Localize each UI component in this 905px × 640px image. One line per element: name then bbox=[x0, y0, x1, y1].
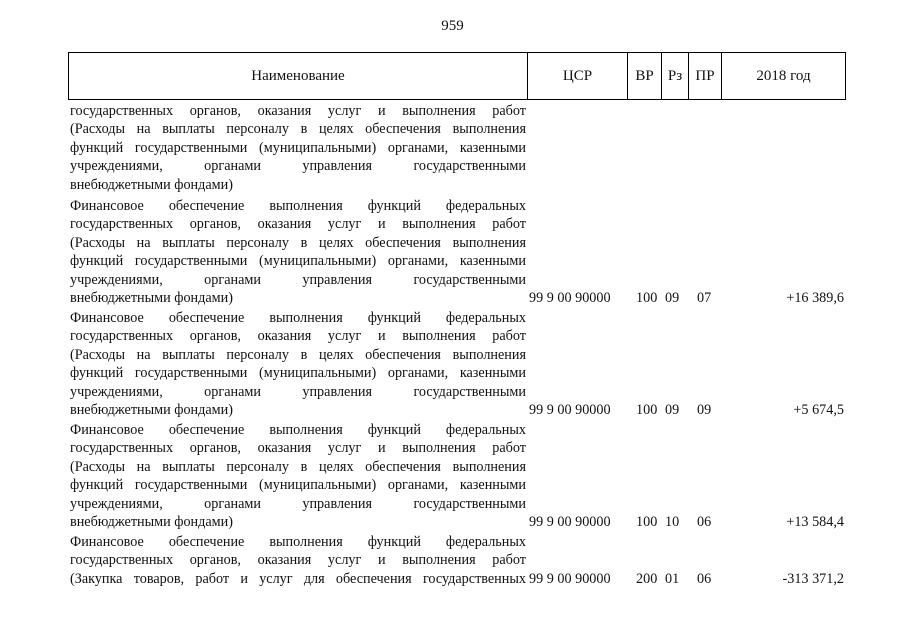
header-name: Наименование bbox=[69, 53, 528, 99]
description-line: учреждениями, органами управления государственными bbox=[70, 383, 526, 400]
row-description bbox=[70, 533, 526, 588]
description-line: государственных органов, оказания услуг и выполнения работ bbox=[70, 552, 526, 569]
row-rz: 01 bbox=[665, 570, 680, 587]
row-pr: 09 bbox=[697, 402, 712, 418]
row-vr: 100 bbox=[636, 514, 658, 530]
description-line: Финансовое обеспечение выполнения функций федеральных bbox=[70, 198, 526, 214]
row-csr: 99 9 00 90000 bbox=[529, 570, 611, 587]
description-line: учреждениями, органами управления государственными bbox=[70, 271, 526, 288]
description-line: (Расходы на выплаты персоналу в целях обеспечения выполнения bbox=[70, 234, 526, 251]
row-description bbox=[70, 197, 526, 307]
row-csr: 99 9 00 90000 bbox=[529, 402, 611, 418]
row-amount: +13 584,4 bbox=[786, 514, 844, 530]
table-header bbox=[68, 52, 846, 100]
description-line: (Расходы на выплаты персоналу в целях обеспечения выполнения bbox=[70, 458, 526, 475]
description-line: государственных органов, оказания услуг и выполнения работ bbox=[70, 328, 526, 345]
row-csr: 99 9 00 90000 bbox=[529, 290, 611, 306]
row-pr: 07 bbox=[697, 290, 712, 306]
description-line: учреждениями, органами управления государственными bbox=[70, 495, 526, 512]
row-vr: 100 bbox=[636, 402, 658, 418]
row-amount: -313 371,2 bbox=[782, 570, 844, 587]
description-line: функций государственными (муниципальными) органами, казенными bbox=[70, 253, 526, 270]
row-amount: +5 674,5 bbox=[793, 402, 844, 418]
description-line: (Закупка товаров, работ и услуг для обеспечения государственных bbox=[70, 570, 526, 587]
description-line: внебюджетными фондами) bbox=[70, 402, 233, 419]
description-line: Финансовое обеспечение выполнения функций федеральных bbox=[70, 534, 526, 550]
row-vr: 100 bbox=[636, 290, 658, 306]
page-number: 959 bbox=[441, 18, 464, 34]
description-line: государственных органов, оказания услуг и выполнения работ bbox=[70, 103, 526, 119]
description-line: государственных органов, оказания услуг и выполнения работ bbox=[70, 216, 526, 233]
header-pr: ПР bbox=[689, 53, 722, 99]
row-rz: 09 bbox=[665, 402, 680, 418]
description-line: функций государственными (муниципальными) органами, казенными bbox=[70, 139, 526, 156]
description-line: внебюджетными фондами) bbox=[70, 514, 233, 531]
row-pr: 06 bbox=[697, 570, 712, 587]
row-amount: +16 389,6 bbox=[786, 290, 844, 306]
row-rz: 09 bbox=[665, 290, 680, 306]
description-line: внебюджетными фондами) bbox=[70, 176, 233, 193]
header-vr: ВР bbox=[628, 53, 662, 99]
description-line: учреждениями, органами управления государственными bbox=[70, 158, 526, 175]
description-line: внебюджетными фондами) bbox=[70, 290, 233, 307]
row-pr: 06 bbox=[697, 514, 712, 530]
row-csr: 99 9 00 90000 bbox=[529, 514, 611, 530]
description-line: государственных органов, оказания услуг и выполнения работ bbox=[70, 440, 526, 457]
header-rz: Рз bbox=[662, 53, 689, 99]
description-line: Финансовое обеспечение выполнения функций федеральных bbox=[70, 310, 526, 326]
row-rz: 10 bbox=[665, 514, 680, 530]
description-line: функций государственными (муниципальными) органами, казенными bbox=[70, 365, 526, 382]
row-description bbox=[70, 102, 526, 194]
header-year: 2018 год bbox=[756, 67, 811, 84]
description-line: Финансовое обеспечение выполнения функций федеральных bbox=[70, 422, 526, 438]
header-csr: ЦСР bbox=[528, 53, 628, 99]
row-vr: 200 bbox=[636, 570, 658, 587]
description-line: (Расходы на выплаты персоналу в целях обеспечения выполнения bbox=[70, 121, 526, 138]
row-description bbox=[70, 309, 526, 419]
row-description bbox=[70, 421, 526, 531]
description-line: (Расходы на выплаты персоналу в целях обеспечения выполнения bbox=[70, 346, 526, 363]
description-line: функций государственными (муниципальными) органами, казенными bbox=[70, 477, 526, 494]
